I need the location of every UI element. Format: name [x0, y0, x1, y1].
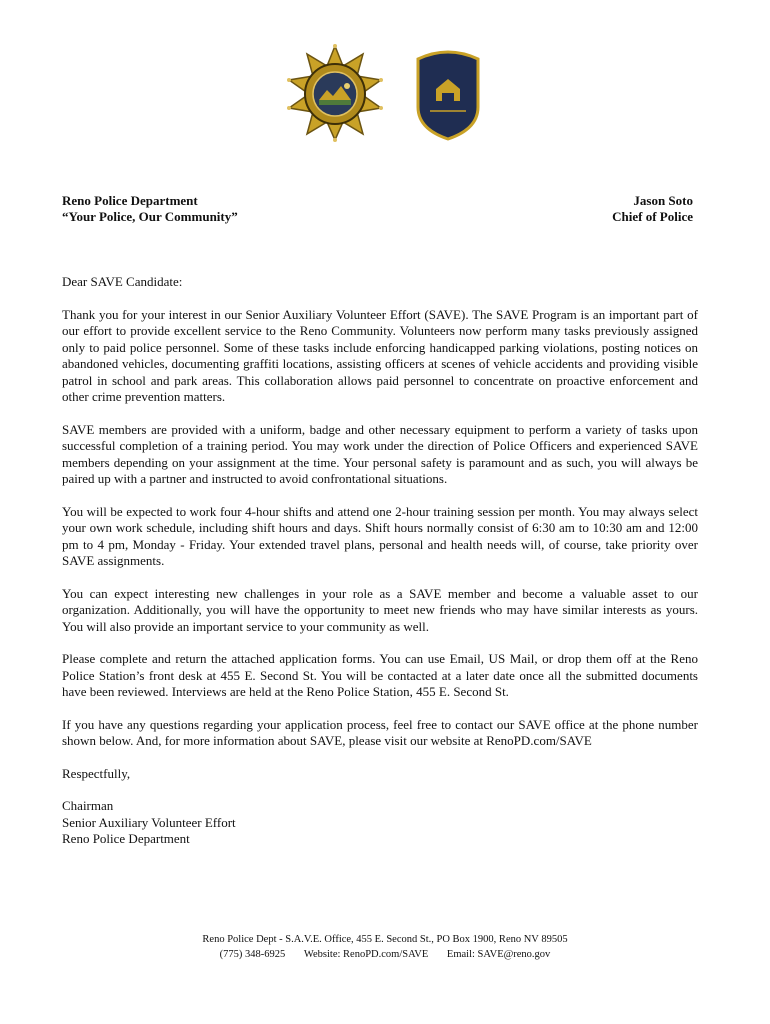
letter-footer [0, 932, 770, 962]
footer-website[interactable]: Website: RenoPD.com/SAVE [303, 949, 429, 960]
chief-title: Chief of Police [612, 209, 693, 224]
signature-block [62, 798, 698, 848]
police-star-badge-logo [285, 44, 385, 142]
department-name: Reno Police Department [62, 193, 198, 208]
letter-paragraph: If you have any questions regarding your application process, feel free to contact our SAVE office at the phone number shown below. And, for more information about SAVE, please visit our website at RenoPD.com/SAVE [62, 716, 698, 748]
signature-line: Senior Auxiliary Volunteer Effort [62, 814, 236, 830]
department-header [62, 193, 238, 225]
senior-volunteer-patch-logo [412, 49, 484, 141]
letter-paragraph: You can expect interesting new challenges in your role as a SAVE member and become a valuable asset to our organization. Additionally, you will have the opportunity to meet new friends who may have similar interests as yours. You will also provide an important service to your community as well. [62, 585, 698, 634]
letter-paragraph: Please complete and return the attached application forms. You can use Email, US Mail, or drop them off at the Reno Police Station’s front desk at 455 E. Second St. You will be contacted at a later date once all the submitted documents have been reviewed. Interviews are held at the Reno Police Station, 455 E. Second St. [62, 651, 698, 699]
letter-paragraph: You will be expected to work four 4-hour shifts and attend one 2-hour training session per month. You may always select your own work schedule, including shift hours and days. Shift hours normally consist of 6:30 am to 10:30 am and 12:00 pm to 4 pm, Monday - Friday. Your extended travel plans, personal and health needs will, of course, take priority over SAVE assignments. [62, 503, 698, 568]
footer-email[interactable]: Email: SAVE@reno.gov [446, 949, 551, 960]
chief-name: Jason Soto [633, 193, 693, 208]
letter-body [62, 274, 698, 848]
footer-contact [0, 947, 770, 962]
footer-phone: (775) 348-6925 [219, 949, 286, 960]
signature-line: Reno Police Department [62, 831, 190, 846]
letter-paragraph: Thank you for your interest in our Senior Auxiliary Volunteer Effort (SAVE). The SAVE Program is an important part of our effort to provide excellent service to the Reno Community. Volunteers now perform many tasks previously assigned only to paid police personnel. Some of these tasks include enforcing handicapped parking violations, posting notices on abandoned vehicles, documenting graffiti locations, assisting officers at scenes of vehicle accidents and providing visible patrol in school and park areas. This collaboration allows paid personnel to concentrate on proactive enforcement and other crime prevention matters. [62, 306, 698, 404]
chief-header [612, 193, 693, 225]
department-motto: “Your Police, Our Community” [62, 209, 238, 224]
letter-greeting: Dear SAVE Candidate: [62, 274, 183, 289]
letter-closing: Respectfully, [62, 765, 131, 781]
letter-paragraph: SAVE members are provided with a uniform, badge and other necessary equipment to perform a variety of tasks upon successful completion of a training period. You may work under the direction of Police Officers and experienced SAVE members depending on your assignment at the time. Your personal safety is paramount and as such, you will always be paired up with a partner and instructed to avoid confrontational situations. [62, 421, 698, 486]
footer-address: Reno Police Dept - S.A.V.E. Office, 455 E. Second St., PO Box 1900, Reno NV 89505 [202, 934, 568, 945]
signature-line: Chairman [62, 798, 114, 813]
